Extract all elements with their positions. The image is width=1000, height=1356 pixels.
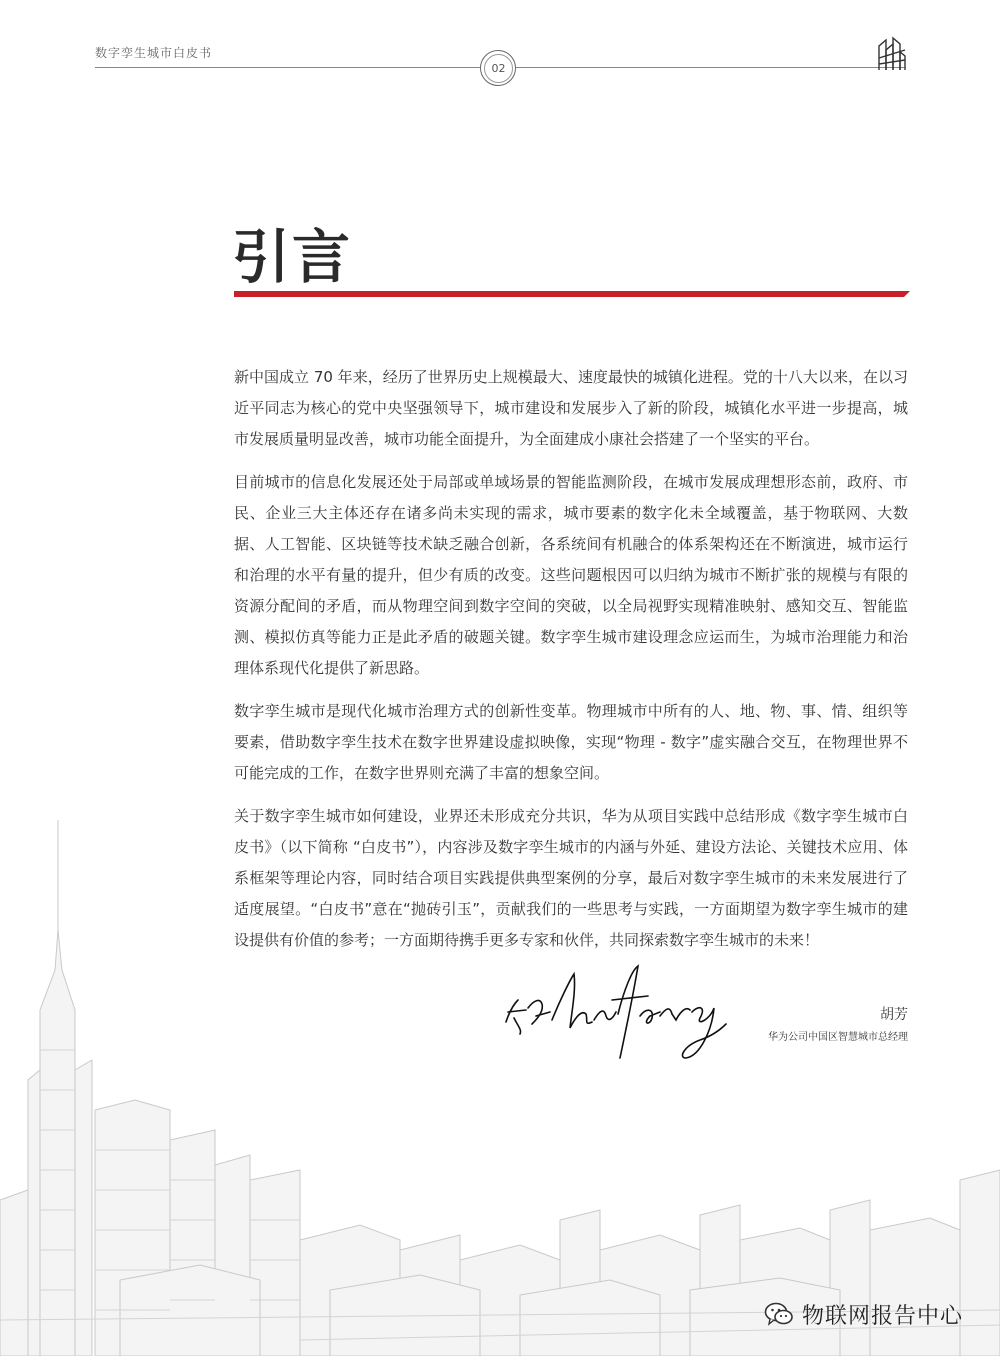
page-number-badge — [480, 50, 516, 86]
wechat-icon — [764, 1301, 794, 1327]
wechat-watermark — [764, 1294, 963, 1334]
author-signature — [500, 960, 730, 1070]
watermark-text: 物联网报告中心 — [802, 1303, 964, 1329]
building-logo-icon — [876, 36, 906, 72]
author-name: 胡芳 — [880, 1007, 908, 1023]
author-title: 华为公司中国区智慧城市总经理 — [768, 1032, 908, 1043]
document-title: 数字孪生城市白皮书 — [95, 46, 213, 60]
section-heading: 引言 — [232, 223, 353, 291]
city-skyline-illustration — [0, 820, 1000, 1356]
paragraph-1: 新中国成立 70 年来，经历了世界历史上规模最大、速度最快的城镇化进程。党的十八大以来，在以习近平同志为核心的党中央坚强领导下，城市建设和发展步入了新的阶段，城镇化水平进一步提高，城市发展质量明显改善，城市功能全面提升，为全面建成小康社会搭建了一个坚实的平台。 — [234, 368, 908, 448]
paragraph-3: 数字孪生城市是现代化城市治理方式的创新性变革。物理城市中所有的人、地、物、事、情、组织等要素，借助数字孪生技术在数字世界建设虚拟映像，实现“物理 - 数字”虚实融合交互，在物理世界不可能完成的工作，在数字世界则充满了丰富的想象空间。 — [234, 702, 908, 782]
page-number: 02 — [484, 54, 513, 83]
paragraph-2: 目前城市的信息化发展还处于局部或单域场景的智能监测阶段，在城市发展成理想形态前，政府、市民、企业三大主体还存在诸多尚未实现的需求，城市要素的数字化未全域覆盖，基于物联网、大数据、人工智能、区块链等技术缺乏融合创新，各系统间有机融合的体系架构还在不断演进，城市运行和治理的水平有量的提升，但少有质的改变。这些问题根因可以归纳为城市不断扩张的规模与有限的资源分配间的矛盾，而从物理空间到数字空间的突破，以全局视野实现精准映射、感知交互、智能监测、模拟仿真等能力正是此矛盾的破题关键。数字孪生城市建设理念应运而生，为城市治理能力和治理体系现代化提供了新思路。 — [234, 473, 908, 677]
paragraph-4: 关于数字孪生城市如何建设，业界还未形成充分共识，华为从项目实践中总结形成《数字孪生城市白皮书》（以下简称 “白皮书”），内容涉及数字孪生城市的内涵与外延、建设方法论、关键技术应用、体系框架等理论内容，同时结合项目实践提供典型案例的分享，最后对数字孪生城市的未来发展进行了适度展望。“白皮书”意在“抛砖引玉”，贡献我们的一些思考与实践，一方面期望为数字孪生城市的建设提供有价值的参考；一方面期待携手更多专家和伙伴，共同探索数字孪生城市的未来！ — [234, 807, 908, 949]
heading-accent-bar — [234, 288, 910, 300]
